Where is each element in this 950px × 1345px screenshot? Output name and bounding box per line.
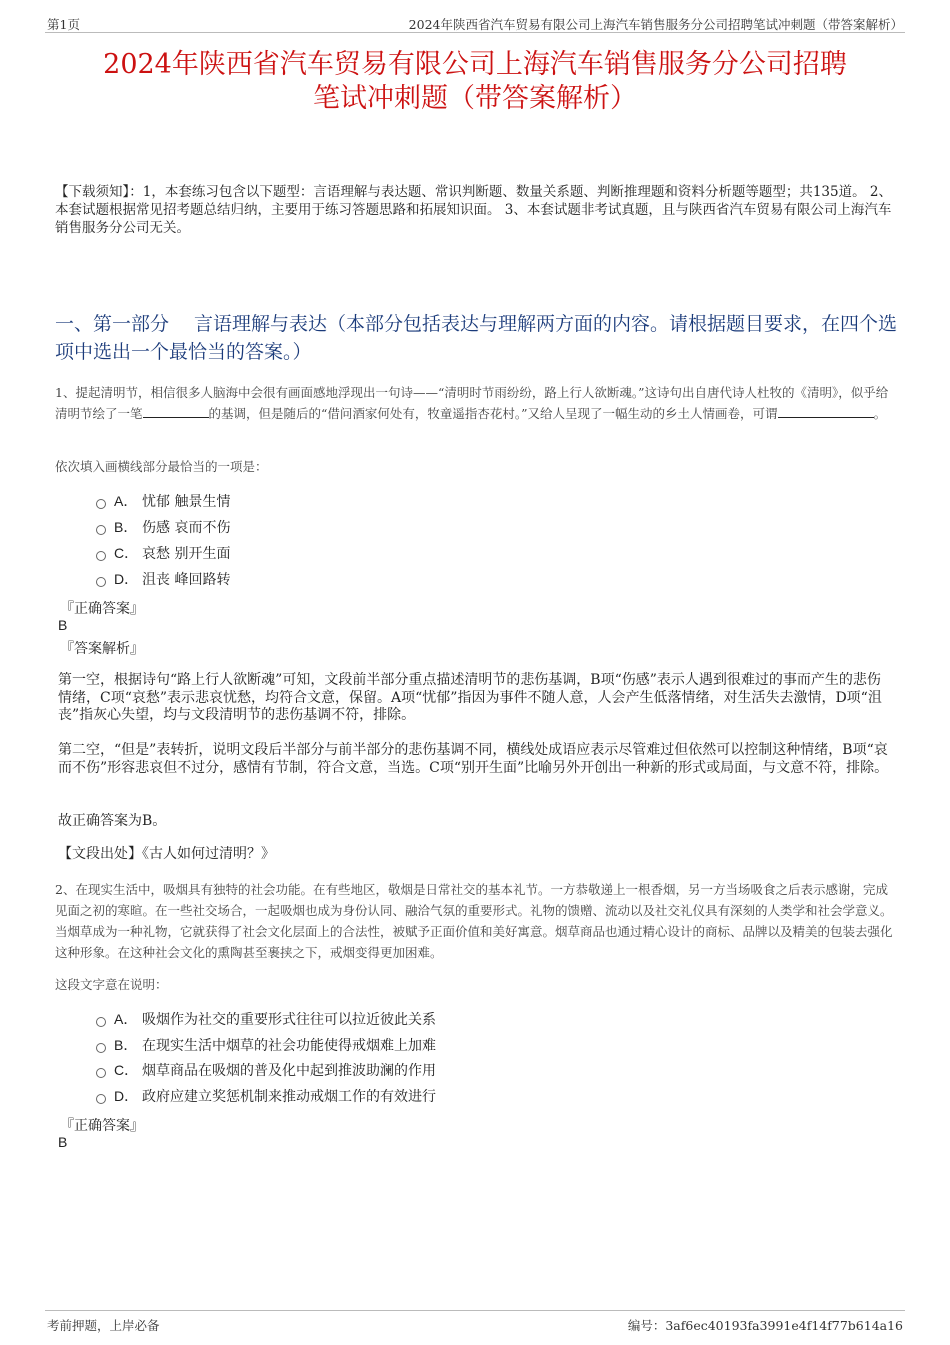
question-1-stem-part-a: 1、提起清明节，相信很多人脑海中会很有画面感地浮现出一句诗——“清明时节雨纷纷，路上行人欲断魂。”这诗句出自唐代诗人杜牧的《清明》，似乎给清明节绘了一笔 — [55, 385, 889, 421]
question-2-option-b[interactable]: B． 在现实生活中烟草的社会功能使得戒烟难上加难 — [96, 1035, 436, 1055]
radio-icon[interactable] — [96, 525, 106, 535]
analysis-conclusion: 故正确答案为B。 — [58, 813, 167, 829]
question-2-option-a[interactable]: A． 吸烟作为社交的重要形式往往可以拉近彼此关系 — [96, 1009, 436, 1029]
header-doc-title: 2024年陕西省汽车贸易有限公司上海汽车销售服务分公司招聘笔试冲刺题（带答案解析） — [408, 17, 903, 32]
question-1-option-a[interactable]: A． 忧郁 触景生情 — [96, 491, 230, 511]
title-line-1: 2024年陕西省汽车贸易有限公司上海汽车销售服务分公司招聘 — [103, 49, 847, 80]
title-line-2: 笔试冲刺题（带答案解析） — [313, 83, 637, 114]
question-2-stem: 2、在现实生活中，吸烟具有独特的社会功能。在有些地区，敬烟是日常社交的基本礼节。一方恭敬递上一根香烟，另一方当场吸食之后表示感谢，完成见面之初的寒暄。在一些社交场合，一起吸烟也成为身份认同、融洽气氛的重要形式。礼物的馈赠、流动以及社交礼仪具有深刻的人类学和社会学意义。当烟草成为一种礼物，它就获得了社会文化层面上的合法性，被赋予正面价值和美好寓意。烟草商品也通过精心设计的商标、品牌以及精美的包装去强化这种形象。在这种社会文化的熏陶甚至裹挟之下，戒烟变得更加困难。 — [55, 882, 893, 960]
radio-icon[interactable] — [96, 1068, 106, 1078]
source-citation: 【文段出处】《古人如何过清明？》 — [58, 846, 275, 862]
question-1-option-b[interactable]: B． 伤感 哀而不伤 — [96, 517, 230, 537]
question-1-stem-part-c: 。 — [873, 406, 887, 421]
footer-slogan: 考前押题，上岸必备 — [47, 1318, 160, 1333]
download-notice: 【下载须知】：1，本套练习包含以下题型：言语理解与表达题、常识判断题、数量关系题、判断推理题和资料分析题等题型；共135道。 2、本套试题根据常见招考题总结归纳，主要用于练习答题思路和拓展知识面。 3、本套试题非考试真题，且与陕西省汽车贸易有限公司上海汽车销售服务分公司无关。 — [55, 184, 892, 236]
question-1-answer-label: 『正确答案』 — [60, 601, 144, 617]
page-footer — [45, 1310, 905, 1335]
footer-serial: 编号：3af6ec40193fa3991e4f14f77b614a16 — [627, 1318, 903, 1333]
radio-icon[interactable] — [96, 577, 106, 587]
question-1-stem-part-b: 的基调，但是随后的“借问酒家何处有，牧童遥指杏花村。”又给人呈现了一幅生动的乡土人情画卷，可谓 — [208, 406, 778, 421]
question-1-answer: B — [58, 617, 68, 633]
radio-icon[interactable] — [96, 551, 106, 561]
question-1-analysis-label: 『答案解析』 — [60, 641, 144, 657]
section-heading: 一、第一部分 言语理解与表达（本部分包括表达与理解两方面的内容。请根据题目要求，在四个选项中选出一个最恰当的答案。） — [55, 313, 898, 363]
analysis-paragraph: 第一空，根据诗句“路上行人欲断魂”可知，文段前半部分重点描述清明节的悲伤基调，B项“伤感”表示人遇到很难过的事而产生的悲伤情绪，C项“哀愁”表示悲哀忧愁，均符合文意，保留。A项“忧郁”指因为事件不随人意，人会产生低落情绪，对生活失去激情，D项“沮丧”指灰心失望，均与文段清明节的悲伤基调不符，排除。 — [58, 672, 882, 723]
question-2-prompt: 这段文字意在说明： — [55, 977, 168, 992]
page-header — [45, 12, 905, 33]
question-2-answer-label: 『正确答案』 — [60, 1118, 144, 1134]
page-number: 第1页 — [47, 17, 80, 32]
question-1-stem — [55, 382, 900, 424]
radio-icon[interactable] — [96, 1094, 106, 1104]
question-1-option-d[interactable]: D． 沮丧 峰回路转 — [96, 569, 230, 589]
radio-icon[interactable] — [96, 499, 106, 509]
question-2-option-c[interactable]: C． 烟草商品在吸烟的普及化中起到推波助澜的作用 — [96, 1060, 436, 1080]
fill-blank-2 — [778, 403, 874, 418]
radio-icon[interactable] — [96, 1017, 106, 1027]
question-2-answer: B — [58, 1134, 68, 1150]
question-1-prompt: 依次填入画横线部分最恰当的一项是： — [55, 459, 268, 474]
document-title — [45, 48, 905, 116]
radio-icon[interactable] — [96, 1043, 106, 1053]
analysis-paragraph: 第二空，“但是”表转折，说明文段后半部分与前半部分的悲伤基调不同，横线处成语应表示尽管难过但依然可以控制这种情绪，B项“哀而不伤”形容悲哀但不过分，感情有节制，符合文意，当选。C项“别开生面”比喻另外开创出一种新的形式或局面，与文意不符，排除。 — [58, 742, 889, 776]
question-1-option-c[interactable]: C． 哀愁 别开生面 — [96, 543, 230, 563]
fill-blank-1 — [143, 403, 209, 418]
question-2-option-d[interactable]: D． 政府应建立奖惩机制来推动戒烟工作的有效进行 — [96, 1086, 436, 1106]
